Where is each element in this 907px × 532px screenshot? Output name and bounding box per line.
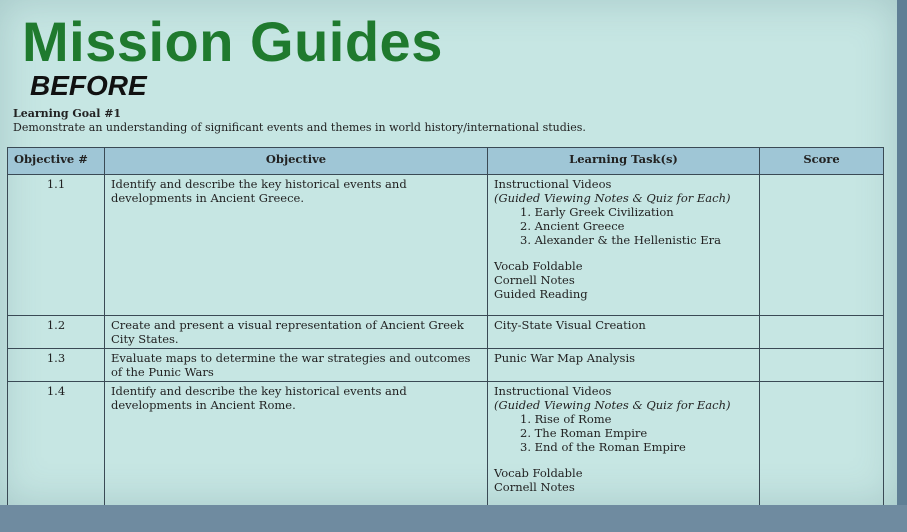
- task-list-item: 3. Alexander & the Hellenistic Era: [520, 233, 721, 247]
- header-objective-number: Objective #: [8, 148, 105, 175]
- objective-number: 1.1: [8, 175, 105, 316]
- objective-text: Create and present a visual representation of Ancient Greek City States.: [105, 316, 488, 349]
- table-row: [8, 175, 884, 316]
- task-list-item: 2. Ancient Greece: [520, 219, 625, 233]
- page-subtitle: BEFORE: [30, 70, 147, 101]
- learning-tasks-cell: [488, 316, 760, 349]
- task-list-item: 1. Early Greek Civilization: [520, 205, 674, 219]
- task-list-item: 1. Rise of Rome: [520, 412, 612, 426]
- screen-bottom-edge: [0, 505, 907, 532]
- score-cell: [760, 175, 884, 316]
- objectives-table: [7, 147, 884, 506]
- table-row: [8, 382, 884, 506]
- page-title: Mission Guides: [22, 10, 443, 73]
- spacer: [494, 247, 753, 259]
- spacer: [494, 454, 753, 466]
- objective-number: 1.2: [8, 316, 105, 349]
- task-line: Guided Reading: [494, 287, 588, 301]
- task-line: Cornell Notes: [494, 273, 575, 287]
- table-row: [8, 349, 884, 382]
- score-cell: [760, 349, 884, 382]
- learning-goal-label: Learning Goal #1: [13, 107, 122, 120]
- task-line: (Guided Viewing Notes & Quiz for Each): [494, 191, 731, 205]
- learning-tasks-cell: [488, 349, 760, 382]
- task-line: Instructional Videos: [494, 177, 612, 191]
- objective-text: Identify and describe the key historical events and developments in Ancient Rome.: [105, 382, 488, 506]
- task-line: Instructional Videos: [494, 384, 612, 398]
- task-line: Punic War Map Analysis: [494, 351, 636, 365]
- score-cell: [760, 316, 884, 349]
- task-list-item: 2. The Roman Empire: [520, 426, 648, 440]
- objective-text: Evaluate maps to determine the war strategies and outcomes of the Punic Wars: [105, 349, 488, 382]
- objective-text: Identify and describe the key historical events and developments in Ancient Greece.: [105, 175, 488, 316]
- header-score: Score: [760, 148, 884, 175]
- objective-number: 1.4: [8, 382, 105, 506]
- task-line: (Guided Viewing Notes & Quiz for Each): [494, 398, 731, 412]
- task-line: Vocab Foldable: [494, 259, 583, 273]
- objective-number: 1.3: [8, 349, 105, 382]
- task-line: Vocab Foldable: [494, 466, 583, 480]
- task-line: City-State Visual Creation: [494, 318, 646, 332]
- task-list-item: 3. End of the Roman Empire: [520, 440, 686, 454]
- score-cell: [760, 382, 884, 506]
- learning-tasks-cell: [488, 382, 760, 506]
- learning-tasks-cell: [488, 175, 760, 316]
- table-header-row: [8, 148, 884, 175]
- task-line: Cornell Notes: [494, 480, 575, 494]
- header-objective: Objective: [105, 148, 488, 175]
- table-row: [8, 316, 884, 349]
- learning-goal-text: Demonstrate an understanding of significant events and themes in world history/international studies.: [13, 121, 586, 134]
- header-learning-tasks: Learning Task(s): [488, 148, 760, 175]
